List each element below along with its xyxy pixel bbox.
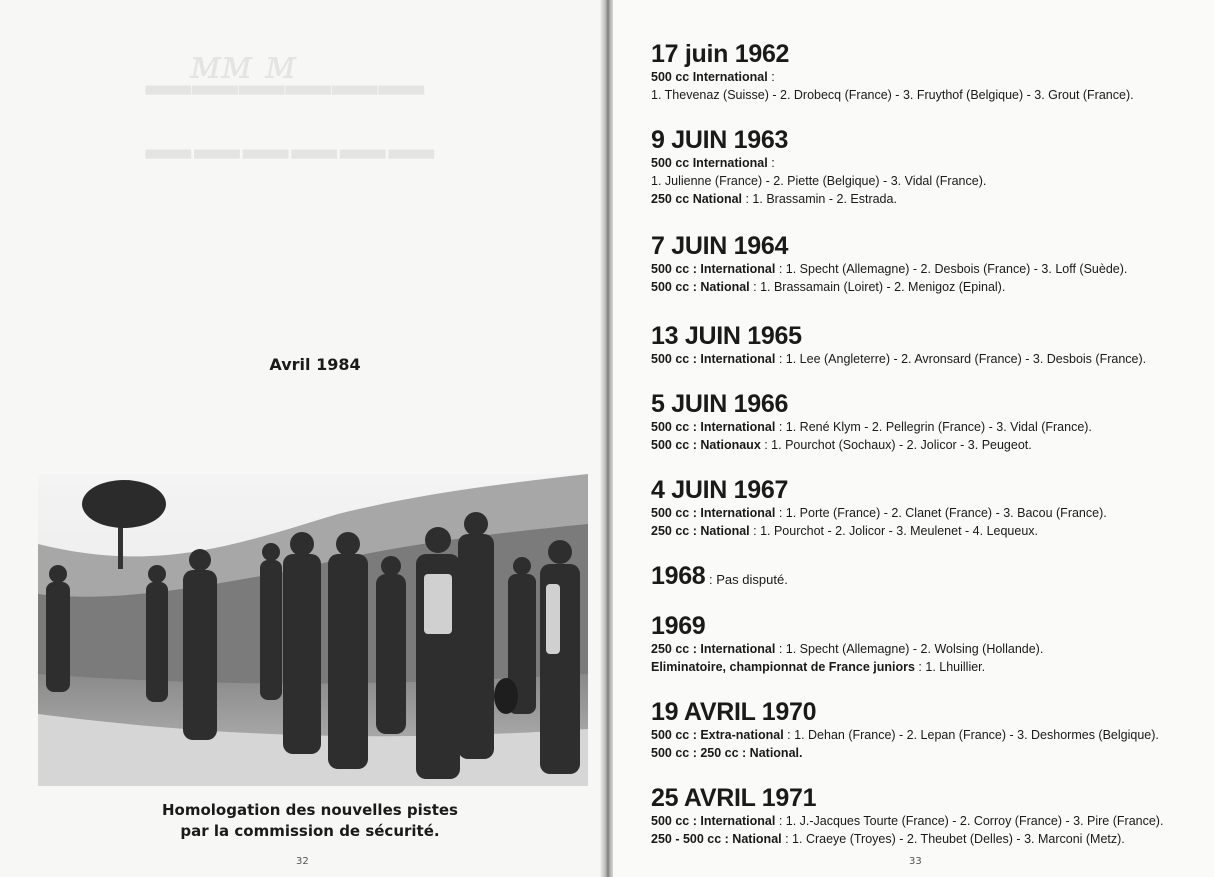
result-line [651,418,1211,436]
category-label: 500 cc : National [651,280,750,294]
event-date: 7 JUIN 1964 [651,232,789,260]
category-label: 500 cc : International [651,420,776,434]
result-text: : 1. J.-Jacques Tourte (France) - 2. Corroy (France) - 3. Pire (France). [775,814,1164,828]
result-line [651,260,1211,278]
category-label: 500 cc : International [651,262,776,276]
result-text: : 1. Lee (Angleterre) - 2. Avronsard (France) - 3. Desbois (France). [775,352,1147,366]
result-text: : 1. Specht (Allemagne) - 2. Desbois (France) - 3. Loff (Suède). [775,262,1128,276]
category-label: 500 cc International [651,156,768,170]
event-entry [651,562,1211,594]
result-line [651,640,1211,658]
event-date: 5 JUIN 1966 [651,390,789,418]
result-line [651,830,1211,848]
category-label: 250 cc National [651,192,743,206]
result-line [651,278,1211,296]
event-entry [651,232,1211,296]
result-line [651,350,1211,368]
result-text: : [767,70,775,84]
result-line [651,504,1211,522]
event-entry [651,390,1211,454]
event-date: 17 juin 1962 [651,40,790,68]
result-line [651,190,1211,208]
result-line [651,154,1211,172]
category-label: 250 cc : National [651,524,750,538]
result-text: : 1. Brassamin - 2. Estrada. [742,192,897,206]
result-line [651,522,1211,540]
category-label: 500 cc : Nationaux [651,438,761,452]
result-text: : 1. Brassamain (Loiret) - 2. Menigoz (Epinal). [749,280,1006,294]
result-line [651,658,1211,676]
event-date: 25 AVRIL 1971 [651,784,817,812]
event-entry [651,612,1211,676]
category-label: 250 - 500 cc : National [651,832,782,846]
left-page [0,0,604,877]
right-page [613,0,1214,877]
event-entry [651,322,1211,368]
category-label: 500 cc : 250 cc : National. [651,746,803,760]
result-line [651,86,1211,104]
page-number-left: 32 [296,856,309,867]
event-entry [651,40,1211,104]
event-date-with-note [651,562,1211,594]
result-line [651,436,1211,454]
event-note: : Pas disputé. [705,572,788,587]
result-text: : 1. Lhuillier. [914,660,986,674]
result-text: : [767,156,775,170]
event-entry [651,698,1211,762]
event-date: 13 JUIN 1965 [651,322,802,350]
event-entry [651,476,1211,540]
result-text: : 1. Dehan (France) - 2. Lepan (France) - 3. Deshormes (Belgique). [783,728,1159,742]
result-line [651,812,1211,830]
result-text: : 1. Pourchot - 2. Jolicor - 3. Meulenet - 4. Lequeux. [749,524,1038,538]
event-entry [651,126,1211,208]
category-label: 500 cc : Extra-national [651,728,784,742]
category-label: Eliminatoire, championnat de France juniors [651,660,915,674]
show-through-ghost: ▔▔▔▔▔▔ [146,86,426,154]
result-text: : 1. Pourchot (Sochaux) - 2. Jolicor - 3. Peugeot. [760,438,1032,452]
category-label: 500 cc : International [651,814,776,828]
result-text: : 1. Craeye (Troyes) - 2. Theubet (Delles) - 3. Marconi (Metz). [781,832,1125,846]
event-date: 9 JUIN 1963 [651,126,789,154]
result-text: : 1. Porte (France) - 2. Clanet (France) - 3. Bacou (France). [775,506,1107,520]
category-label: 500 cc International [651,70,768,84]
result-text: : 1. Specht (Allemagne) - 2. Wolsing (Hollande). [775,642,1044,656]
event-date: 19 AVRIL 1970 [651,698,817,726]
show-through-ghost: ▔▔▔▔▔▔ [146,150,438,218]
result-line [651,172,1211,190]
photo-date-caption: Avril 1984 [269,355,361,374]
event-date: 4 JUIN 1967 [651,476,789,504]
result-text: 1. Julienne (France) - 2. Piette (Belgique) - 3. Vidal (France). [651,174,987,188]
photo-caption [110,800,510,842]
category-label: 250 cc : International [651,642,776,656]
result-line [651,68,1211,86]
result-text: : 1. René Klym - 2. Pellegrin (France) - 3. Vidal (France). [775,420,1092,434]
event-date: 1969 [651,612,706,640]
category-label: 500 cc : International [651,352,776,366]
archive-photo [38,474,588,786]
result-text: 1. Thevenaz (Suisse) - 2. Drobecq (France) - 3. Fruythof (Belgique) - 3. Grout (France). [651,88,1134,102]
result-line [651,726,1211,744]
show-through-ghost: ᴍᴍ ᴍ [190,42,297,88]
category-label: 500 cc : International [651,506,776,520]
result-line [651,744,1211,762]
photo-caption-line-2: par la commission de sécurité. [180,822,440,840]
event-date: 1968 [651,562,706,590]
photo-illustration [38,474,588,786]
photo-caption-line-1: Homologation des nouvelles pistes [162,801,458,819]
event-entry [651,784,1211,848]
page-number-right: 33 [909,856,922,867]
